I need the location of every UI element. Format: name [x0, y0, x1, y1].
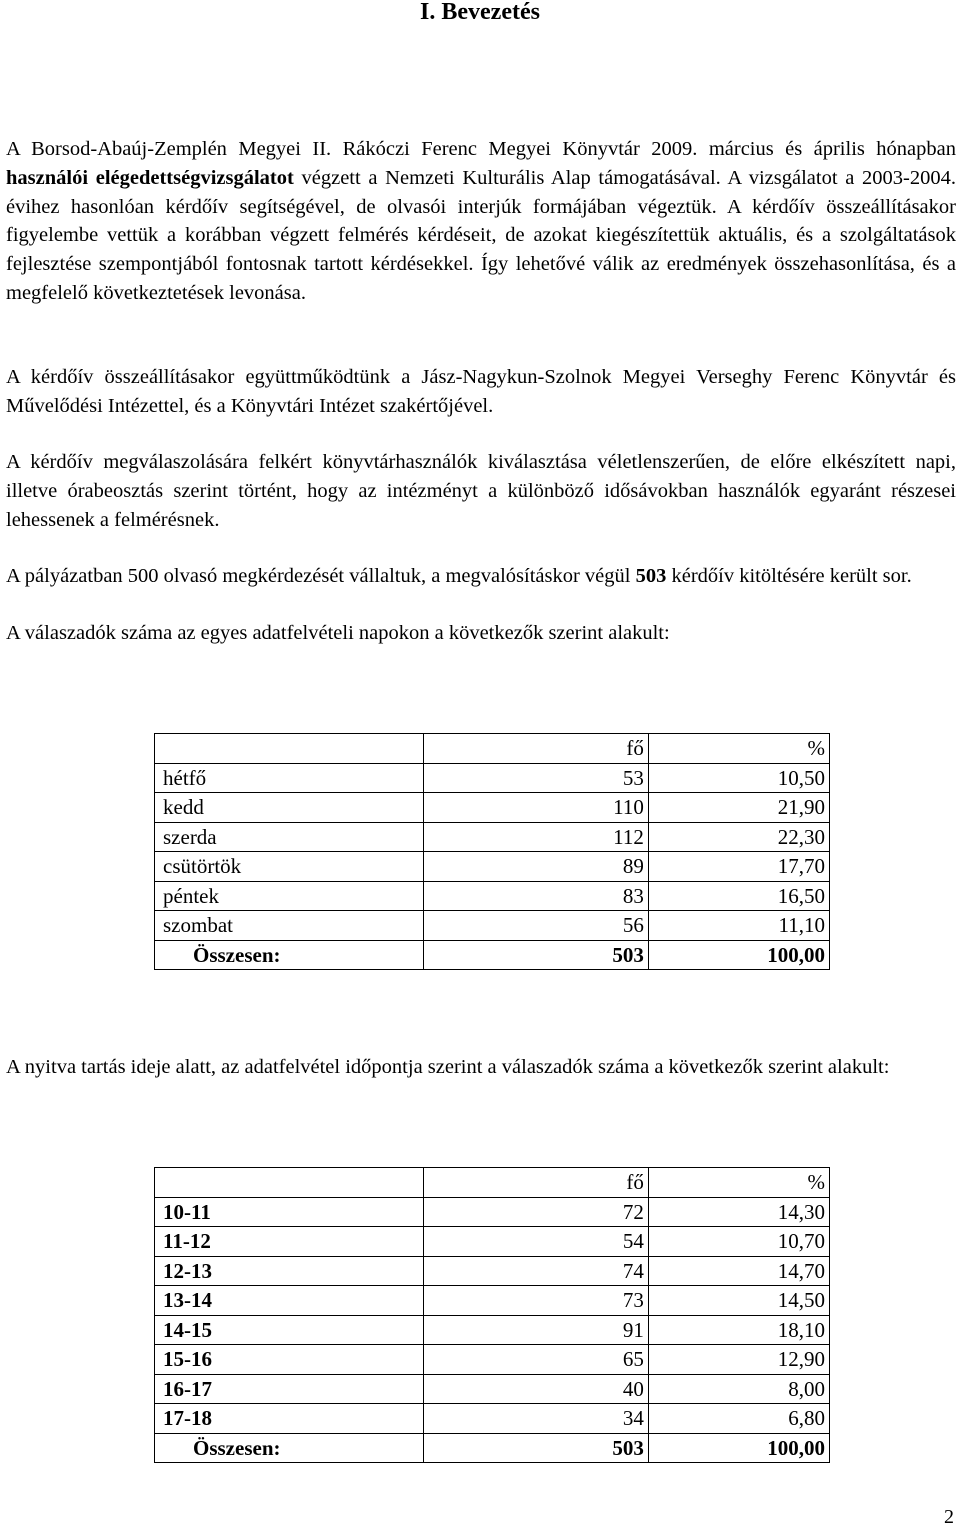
sample-text-c: kérdőív kitöltésére került sor. [666, 565, 912, 587]
row-label: kedd [155, 793, 424, 823]
sample-text-bold: 503 [635, 565, 667, 587]
row-count: 83 [424, 881, 648, 911]
cooperation-paragraph: A kérdőív összeállításakor együttműködtünk a Jász-Nagykun-Szolnok Megyei Verseghy Ferenc Könyvtár és Művelődési Intézettel, és a Könyvtári Intézet szakértőjével. [6, 366, 956, 417]
row-count: 72 [424, 1197, 648, 1227]
intro-text-bold: használói elégedettségvizsgálatot [6, 166, 294, 189]
header-label-cell [155, 734, 424, 764]
table-row [155, 1345, 830, 1375]
row-pct: 14,70 [648, 1256, 829, 1286]
total-label: Összesen: [155, 1433, 424, 1463]
row-label: 12-13 [155, 1256, 424, 1286]
row-count: 65 [424, 1345, 648, 1375]
table-row [155, 881, 830, 911]
table-header-row [155, 734, 830, 764]
total-count: 503 [424, 1433, 648, 1463]
row-label: 16-17 [155, 1374, 424, 1404]
intro-paragraph [6, 135, 956, 308]
page-number: 2 [944, 1506, 954, 1528]
row-count: 112 [424, 822, 648, 852]
row-pct: 6,80 [648, 1404, 829, 1434]
row-count: 56 [424, 911, 648, 941]
row-pct: 10,70 [648, 1227, 829, 1257]
table-row [155, 911, 830, 941]
row-label: 14-15 [155, 1315, 424, 1345]
row-label: szombat [155, 911, 424, 941]
row-pct: 12,90 [648, 1345, 829, 1375]
row-label: 11-12 [155, 1227, 424, 1257]
page-title: I. Bevezetés [420, 0, 540, 25]
row-pct: 21,90 [648, 793, 829, 823]
row-label: 17-18 [155, 1404, 424, 1434]
table-row [155, 1197, 830, 1227]
table-row [155, 1256, 830, 1286]
table-row [155, 793, 830, 823]
row-pct: 16,50 [648, 881, 829, 911]
row-count: 110 [424, 793, 648, 823]
header-count-cell: fő [424, 734, 648, 764]
row-count: 73 [424, 1286, 648, 1316]
selection-paragraph: A kérdőív megválaszolására felkért könyvtárhasználók kiválasztása véletlenszerűen, de előre elkészített napi, illetve órabeosztás szerint történt, hogy az intézményt a különböző idősávokban használók egyaránt részesei lehessenek a felmérésnek. [6, 451, 956, 531]
table-row [155, 1227, 830, 1257]
responses-by-hour-table [154, 1167, 830, 1463]
intro-text-c: végzett a Nemzeti Kulturális Alap támogatásával. A vizsgálatot a 2003-2004. évihez hasonlóan kérdőív segítségével, de olvasói interjúk formájában végeztük. A kérdőív összeállításakor figyelembe vettük a korábban végzett felmérés kérdéseit, de azokat kiegészítettük aktuális, és a szolgáltatások fejlesztése szempontjából fontosnak tartott kérdésekkel. Így lehetővé válik az eredmények összehasonlítása, és a megfelelő következtetések levonása. [6, 166, 956, 304]
row-label: 13-14 [155, 1286, 424, 1316]
row-label: péntek [155, 881, 424, 911]
row-pct: 17,70 [648, 852, 829, 882]
row-pct: 11,10 [648, 911, 829, 941]
table-total-row [155, 1433, 830, 1463]
header-label-cell [155, 1168, 424, 1198]
sample-paragraph [6, 562, 956, 591]
table-row [155, 1286, 830, 1316]
row-pct: 8,00 [648, 1374, 829, 1404]
row-pct: 18,10 [648, 1315, 829, 1345]
row-pct: 14,30 [648, 1197, 829, 1227]
total-count: 503 [424, 940, 648, 970]
row-label: hétfő [155, 763, 424, 793]
row-count: 34 [424, 1404, 648, 1434]
table-row [155, 1404, 830, 1434]
table-row [155, 1315, 830, 1345]
row-pct: 22,30 [648, 822, 829, 852]
total-pct: 100,00 [648, 940, 829, 970]
table-row [155, 852, 830, 882]
row-count: 89 [424, 852, 648, 882]
row-label: 15-16 [155, 1345, 424, 1375]
table-header-row [155, 1168, 830, 1198]
total-label: Összesen: [155, 940, 424, 970]
responses-by-day-table [154, 733, 830, 970]
table-total-row [155, 940, 830, 970]
row-label: 10-11 [155, 1197, 424, 1227]
intro-text-a: A Borsod-Abaúj-Zemplén Megyei II. Rákóczi Ferenc Megyei Könyvtár 2009. március és április hónapban [6, 138, 956, 160]
total-pct: 100,00 [648, 1433, 829, 1463]
table-row [155, 1374, 830, 1404]
sample-text-a: A pályázatban 500 olvasó megkérdezését vállaltuk, a megvalósításkor végül [6, 565, 636, 587]
row-pct: 10,50 [648, 763, 829, 793]
row-count: 54 [424, 1227, 648, 1257]
table-row [155, 822, 830, 852]
header-pct-cell: % [648, 734, 829, 764]
row-label: csütörtök [155, 852, 424, 882]
row-count: 53 [424, 763, 648, 793]
table-row [155, 763, 830, 793]
row-count: 91 [424, 1315, 648, 1345]
table2-intro-paragraph: A nyitva tartás ideje alatt, az adatfelvétel időpontja szerint a válaszadók száma a következők szerint alakult: [6, 1056, 890, 1078]
row-label: szerda [155, 822, 424, 852]
row-count: 40 [424, 1374, 648, 1404]
row-count: 74 [424, 1256, 648, 1286]
row-pct: 14,50 [648, 1286, 829, 1316]
header-pct-cell: % [648, 1168, 829, 1198]
table1-intro-paragraph: A válaszadók száma az egyes adatfelvételi napokon a következők szerint alakult: [6, 622, 670, 644]
header-count-cell: fő [424, 1168, 648, 1198]
